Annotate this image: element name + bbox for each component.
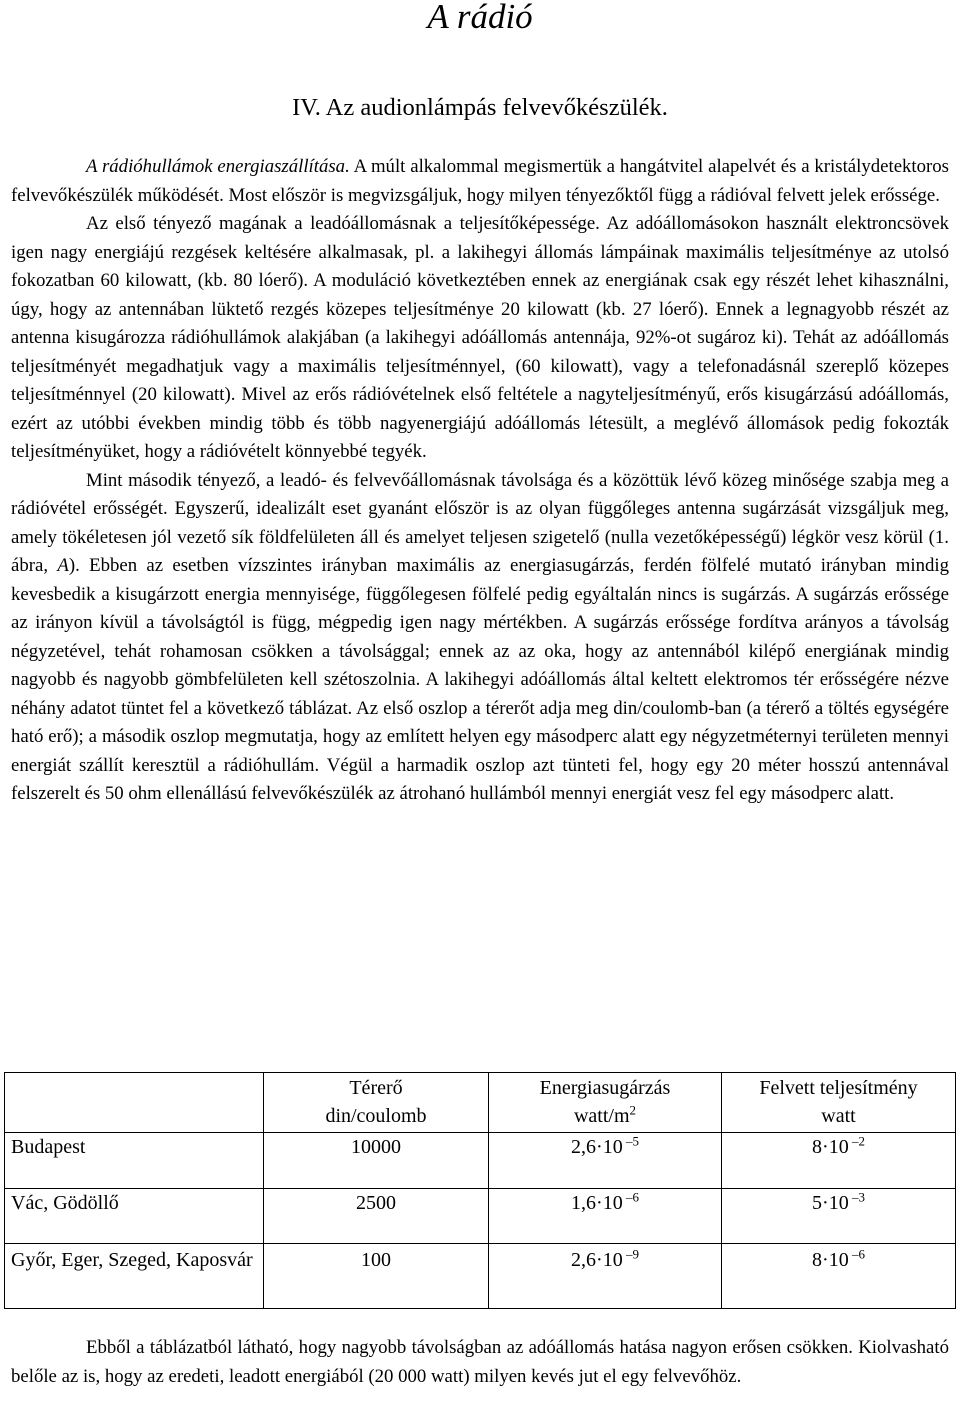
table-cell-city: Vác, Gödöllő <box>5 1189 264 1244</box>
table-cell-energy: 2,6·10 $^{-9}$ <box>489 1244 722 1309</box>
paragraph-2: Az első tényező magának a leadóállomásnak a teljesítőképessége. Az adóállomásokon használt elektroncsövek igen nagy energiájú rezgések keltésére alkalmasak, pl. a lakihegyi állomás lámpáinak maximális teljesítménye az utolsó fokozatban 60 kilowatt, (kb. 80 lóerő). A moduláció következtében ennek az energiának csak egy részét lehet kihasználni, úgy, hogy az antennában lüktető rezgés közepes teljesítménye 20 kilowatt (kb. 27 lóerő). Ennek a legnagyobb részét az antenna kisugározza rádióhullámok alakjában (a lakihegyi adóállomás antennája, 92%-ot sugároz ki). Tehát az adóállomás teljesítményét megadhatjuk vagy a maximális teljesítménnyel, (60 kilowatt), vagy a telefonadásnál szereplő közepes teljesítménnyel (20 kilowatt). Mivel az erős rádióvételnek első feltétele a nagyteljesítményű, erős kisugárzású adóállomás, ezért az utóbbi években mindig több és több nagyenergiájú adóállomás létesült, a meglévő állomások pedig fokozták teljesítményüket, hogy a rádióvételt könnyebbé tegyék. <box>11 213 949 462</box>
table-header-field: Térerő din/coulomb <box>264 1073 489 1133</box>
paragraph-3 <box>11 467 949 809</box>
table-row <box>5 1244 956 1309</box>
paragraph-3-part-b: ). Ebben az esetben vízszintes irányban maximális az energiasugárzás, ferdén fölfelé mutató irányban mindig kevesbedik a kisugárzott energia mennyisége, függőlegesen fölfelé pedig egyáltalán nincs is sugárzás. A sugárzás erőssége az irányon kívül a távolságtól is függ, mégpedig igen nagy mértékben. A sugárzás erőssége fordítva arányos a távolság négyzetével, tehát rohamosan csökken a távolsággal; ennek az az oka, hogy az antennából kilépő energiának mindig nagyobb és nagyobb gömbfelületen kell szétoszolnia. A lakihegyi adóállomás által keltett elektromos tér erősségére nézve néhány adatot tüntet fel a következő táblázat. Az első oszlop a térerőt adja meg din/coulomb-ban (a térerő a töltés egységére ható erő); a második oszlop megmutatja, hogy az említett helyen egy másodperc alatt egy négyzetméternyi területen mennyi energiát szállít keresztül a rádióhullám. Végül a harmadik oszlop azt tünteti fel, hogy egy 20 méter hosszú antennával felszerelt és 50 ohm ellenállású felvevőkészülék az átrohanó hullámból mennyi energiát vesz fel egy másodperc alatt. <box>11 555 949 804</box>
table-cell-field: 10000 <box>264 1133 489 1189</box>
document-title: A rádió <box>427 0 533 36</box>
paragraph-1-rest: A múlt alkalommal megismertük a hangátvitel alapelvét és a kristálydetektoros felvevőkészülék működését. Most először is megvizsgáljuk, hogy milyen tényezőktől függ a rádióval felvett jelek erőssége. <box>11 156 949 206</box>
closing-paragraph: Ebből a táblázatból látható, hogy nagyobb távolságban az adóállomás hatása nagyon erősen csökken. Kiolvasható belőle az is, hogy az eredeti, leadott energiából (20 000 watt) milyen kevés jut el egy felvevőhöz. <box>11 1337 949 1387</box>
table-row <box>5 1189 956 1244</box>
table-cell-energy: 2,6·10 $^{-5}$ <box>489 1133 722 1189</box>
paragraph-1 <box>11 153 949 210</box>
body-text <box>11 153 949 809</box>
table-cell-power: 5·10 $^{-3}$ <box>722 1189 956 1244</box>
paragraph-3-part-a: Mint második tényező, a leadó- és felvevőállomásnak távolsága és a közöttük lévő közeg minősége szabja meg a rádióvétel erősségét. Egyszerű, idealizált eset gyanánt először is az olyan függőleges antenna sugárzását vizsgáljuk meg, amely tökéletesen jól vezető sík földfelületen áll és amelyet teljesen szigetelő (nulla vezetőképességű) légkör vesz körül (1. ábra, <box>11 469 949 576</box>
table-header-energy: Energiasugárzás watt/$m^2$ <box>489 1073 722 1133</box>
table-cell-energy: 1,6·10 $^{-6}$ <box>489 1189 722 1244</box>
table-header-power: Felvett teljesítmény watt <box>722 1073 956 1133</box>
table-cell-field: 2500 <box>264 1189 489 1244</box>
table-cell-city: Győr, Eger, Szeged, Kaposvár <box>5 1244 264 1309</box>
paragraph-1-lead: A rádióhullámok energiaszállítása. <box>86 156 350 177</box>
table-row <box>5 1133 956 1189</box>
table-header-row <box>5 1073 956 1133</box>
table-cell-city: Budapest <box>5 1133 264 1189</box>
table-cell-field: 100 <box>264 1244 489 1309</box>
table-cell-power: 8·10 $^{-6}$ <box>722 1244 956 1309</box>
section-heading: IV. Az audionlámpás felvevőkészülék. <box>292 94 668 121</box>
table-cell-power: 8·10 $^{-2}$ <box>722 1133 956 1189</box>
figure-reference: A <box>57 555 69 576</box>
field-strength-table <box>4 1072 956 1309</box>
table-header-empty <box>5 1073 264 1133</box>
